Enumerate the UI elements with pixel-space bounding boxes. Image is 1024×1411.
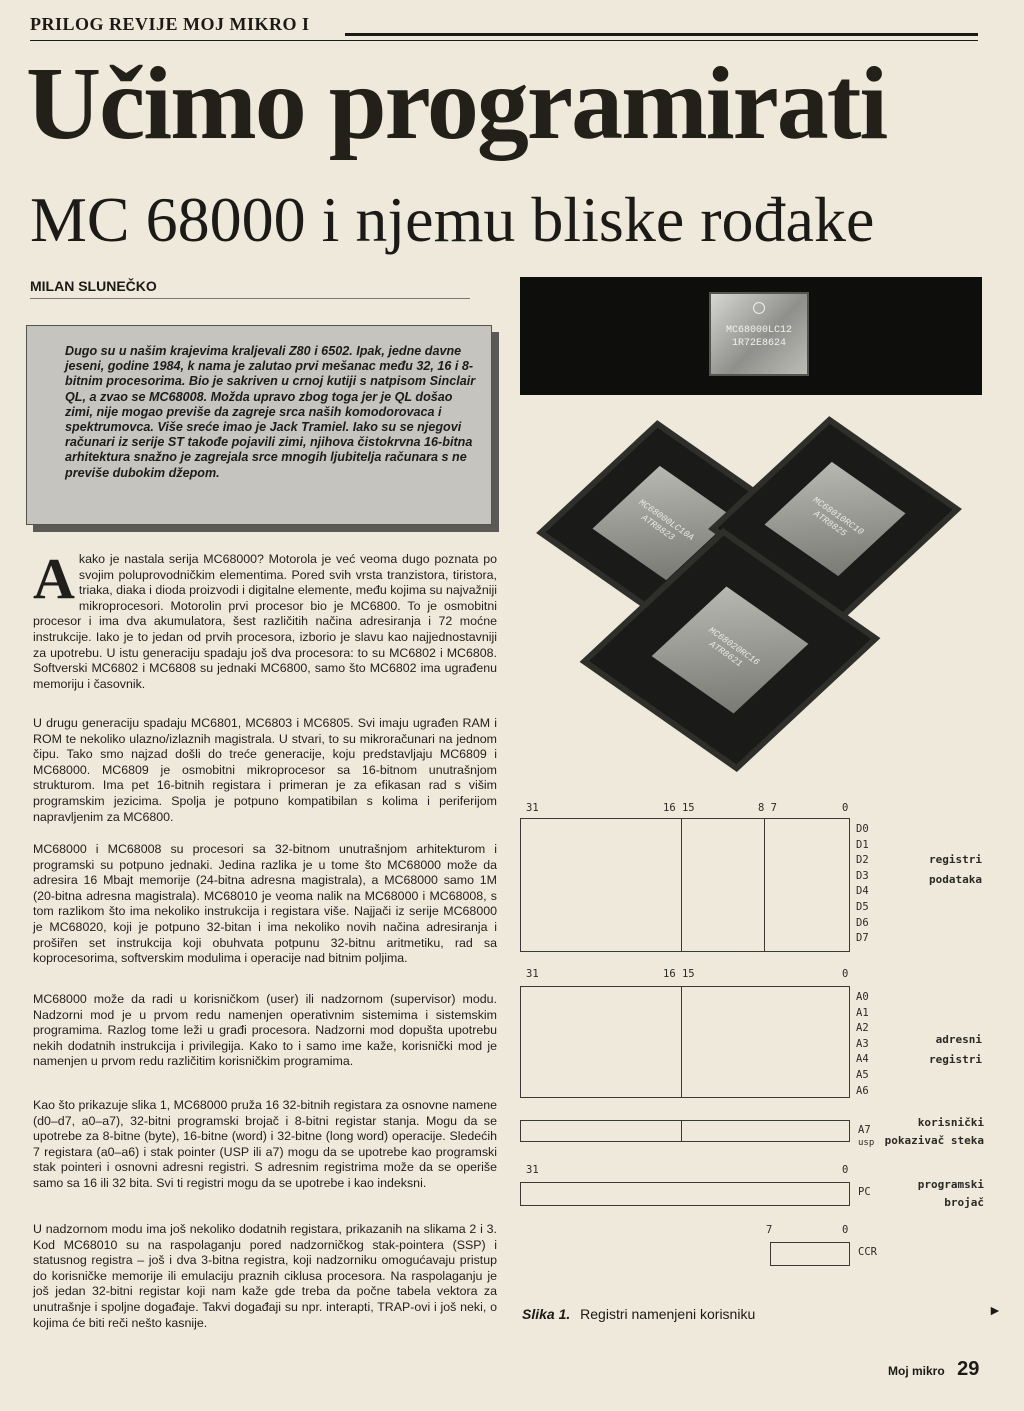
a7-register-box	[520, 1120, 850, 1142]
bit-number: 7	[766, 1224, 773, 1236]
page-number: 29	[957, 1358, 980, 1380]
program-counter-label-1: programski	[917, 1178, 984, 1191]
word-divider	[681, 819, 682, 951]
register-name: A1	[856, 1006, 869, 1019]
chip-photo-top	[709, 292, 809, 376]
register-name: D4	[856, 885, 869, 898]
pc-register-box	[520, 1182, 850, 1206]
data-registers-label	[900, 850, 982, 890]
bit-number: 0	[842, 968, 849, 980]
lead-box	[26, 325, 492, 525]
drop-cap: A	[33, 546, 75, 611]
bit-number: 0	[842, 1224, 849, 1236]
address-registers-label	[900, 1030, 982, 1070]
register-name: D5	[856, 900, 869, 913]
supertitle: PRILOG REVIJE MOJ MIKRO I	[30, 14, 310, 34]
data-register-names	[856, 822, 869, 947]
chip-package-2-die: MC68010RC10 ATR8825	[764, 462, 905, 576]
register-name: D6	[856, 916, 869, 929]
bit-number: 16 15	[663, 802, 695, 814]
register-name: A5	[856, 1068, 869, 1081]
register-name: A4	[856, 1053, 869, 1066]
word-divider	[681, 1121, 682, 1141]
chip-top-marking-2: 1R72E8624	[731, 338, 786, 349]
page-title: Učimo programirati	[26, 46, 887, 161]
register-name: D3	[856, 869, 869, 882]
body-paragraph-5: Kao što prikazuje slika 1, MC68000 pruža 16 32-bitnih registara za osnovne namene (d0–d7, a0–a7), 32-bitni programski brojač i 8-bitni registar stanja. Mogu da se upotrebe za 8-bitne (byte), 16-bitne (word) i 32-bitne (long word) operacije. Sledećih 7 registara (a0–a6) i stak pointer (USP ili a7) mogu da se upotrebe kao programski stak pointeri i osnovni adresni registri. S adresnim registrima može da se operiše samo sa 16 ili 32 bita. Svi ti registri mogu da se upotrebe i kao indeksni.	[33, 1098, 497, 1190]
address-registers-label-1: adresni	[935, 1033, 982, 1046]
chip-package-3-die: MC68020RC16 ATR8621	[652, 586, 809, 713]
byte-divider	[764, 819, 765, 951]
chip-package-1-die: MC68000LC10A ATR8823	[592, 466, 733, 580]
bit-number: 31	[526, 968, 539, 980]
motorola-logo-icon	[753, 302, 765, 314]
register-name: D7	[856, 932, 869, 945]
register-name: D0	[856, 823, 869, 835]
body-paragraph-1-text: kako je nastala serija MC68000? Motorola je već veoma dugo poznata po svojim poluprovodničkim elementima. Pored svih vrsta tranzistora, tiristora, triaka, diaka i dioda proizvodi i digitalne elemente, među kojima su najvažniji mikroprocesori. Motorolin prvi procesor bio je MC6800. To je osmobitni procesor i ima dva akumulatora, šest različitih načina adresiranja i 72 moćne instrukcije. Iako je to jedan od prvih procesora, izborio je slavu kao najjednostavniji za upotrebu. U istu generaciju spadaju još dva procesora: to su MC6802 i MC6808. Softverski MC6802 i MC6808 su jednaki MC6800, samo što MC6802 ima ugrađenu memoriju i časovnik.	[33, 552, 497, 691]
body-paragraph-1	[33, 546, 497, 692]
header-rule	[345, 33, 978, 36]
page-subtitle: MC 68000 i njemu bliske rođake	[30, 184, 875, 255]
register-name: D1	[856, 838, 869, 851]
page-footer	[888, 1358, 979, 1381]
register-name: A7	[858, 1124, 871, 1136]
user-stack-label-1: korisnički	[917, 1116, 984, 1129]
lead-text: Dugo su u našim krajevima kraljevali Z80 i 6502. Ipak, jedne davne jeseni, godine 1984, k nama je zalutao prvi mešanac među 32, 16 i 8-bitnim procesorima. Bio je sakriven u crnoj kutiji s natpisom Sinclair QL, a zvao se MC68008. Možda upravo zbog toga jer je QL došao zimi, nije mogao previše da zagreje srca naših komodorovaca i spektrumovca. Više sreće imao je Jack Tramiel. Iako su se njegovi računari iz serije ST takođe pojavili zimi, njihova čistokrvna 16-bitna arhitektura snažno je zagrejala srce mnogih ljubitelja računara s ne previše dubokim džepom.	[65, 344, 476, 480]
body-paragraph-6: U nadzornom modu ima još nekoliko dodatnih registara, prikazanih na slikama 2 i 3. Kod MC68010 su na raspolaganju pored nadzorničkog stak-pointera (SSP) i statusnog registra – još i dva 3-bitna registra, koji nadzorniku omogućavaju pristup do korisničke memorije ili emulaciju praznih ciklusa procesora. Na raspolaganju je još jedan 32-bitni registar koji nam kaže gde treba da počne tabela vektora za unutrašnje i spoljne događaje. Takvi događaji su npr. interapti, TRAP-ovi i još neki, o kojima će biti reči nešto kasnije.	[33, 1222, 497, 1330]
figure-caption-text: Registri namenjeni korisniku	[580, 1306, 756, 1322]
register-name: A3	[856, 1037, 869, 1050]
continue-arrow-icon: ►	[988, 1302, 1002, 1318]
word-divider	[681, 987, 682, 1097]
author-rule	[30, 298, 470, 299]
bit-number: 31	[526, 802, 539, 814]
address-registers-box	[520, 986, 850, 1098]
bit-number: 8 7	[758, 802, 777, 814]
data-registers-label-2: podataka	[929, 873, 982, 886]
user-stack-label-2: pokazivač steka	[884, 1134, 984, 1147]
body-paragraph-2: U drugu generaciju spadaju MC6801, MC6803 i MC6805. Svi imaju ugrađen RAM i ROM te nekoliko ulazno/izlaznih magistrala. U stvari, to su mikroračunari na jednom čipu. Tako smo najzad došli do treće generacije, koju predstavljaju MC6809 i MC68000. MC6809 je osmobitni mikroprocesor sa 16-bitnom unutrašnjom strukturom. Ima pet 16-bitnih registara i primeran je za efikasan rad s višim programskim jezicima. Spolja je potpuno kompatibilan s kolima i periferijom napravljenim za MC6800.	[33, 716, 497, 824]
register-name: D2	[856, 854, 869, 867]
address-registers-label-2: registri	[929, 1053, 982, 1066]
data-registers-label-1: registri	[929, 853, 982, 866]
register-name: A2	[856, 1022, 869, 1035]
bit-number: 16 15	[663, 968, 695, 980]
bit-number: 31	[526, 1164, 539, 1176]
figure-caption-label: Slika 1.	[522, 1306, 571, 1322]
figure-caption	[522, 1306, 755, 1322]
register-name: A0	[856, 991, 869, 1003]
program-counter-label-2: brojač	[944, 1196, 984, 1209]
register-name: A6	[856, 1084, 869, 1097]
address-register-names	[856, 990, 869, 1099]
ccr-register-box	[770, 1242, 850, 1266]
bit-number: 0	[842, 802, 849, 814]
user-stack-label	[878, 1114, 984, 1150]
magazine-name: Moj mikro	[888, 1364, 945, 1378]
register-name: usp	[858, 1138, 875, 1148]
register-name: CCR	[858, 1246, 877, 1258]
chip-top-marking-1: MC68000LC12	[725, 325, 792, 336]
body-paragraph-4: MC68000 može da radi u korisničkom (user) ili nadzornom (supervisor) modu. Nadzorni mod je u prvom redu namenjen operativnim sistemima i sistemskim programima. Razlog tome leži u građi procesora. Nadzorni mod dopušta upotrebu nekih dodatnih instrukcija i privilegija. Kako to i samo ime kaže, korisnički mod je namenjen u prvom redu različitim korisničkim programima.	[33, 992, 497, 1069]
author-name: MILAN SLUNEČKO	[30, 278, 157, 294]
register-name: PC	[858, 1186, 871, 1198]
program-counter-label	[890, 1176, 984, 1212]
header-rule-thin	[30, 40, 978, 41]
data-registers-box	[520, 818, 850, 952]
bit-number: 0	[842, 1164, 849, 1176]
body-paragraph-3: MC68000 i MC68008 su procesori sa 32-bitnom unutrašnjom arhitekturom i programski su potpuno jednaki. Jedina razlika je u tome što MC68000 može da adresira 16 Mbajt memorije (24-bitna adresna magistrala), a MC68000 samo 1M (20-bitna adresna magistrala). MC68010 je veoma nalik na MC68000 i MC68008, s tom razlikom što ima nekoliko instrukcija i registara više. Najjači iz serije MC68000 je MC68020, koji je potpuno 32-bitan i ima nekoliko novih načina adresiranja i prošiřen set instrukcija koji obuhvata potpunu 32-bitnu aritmetiku, rad sa koprocesorima, softverskim modulima i operacije nad bitnim poljima.	[33, 842, 497, 966]
